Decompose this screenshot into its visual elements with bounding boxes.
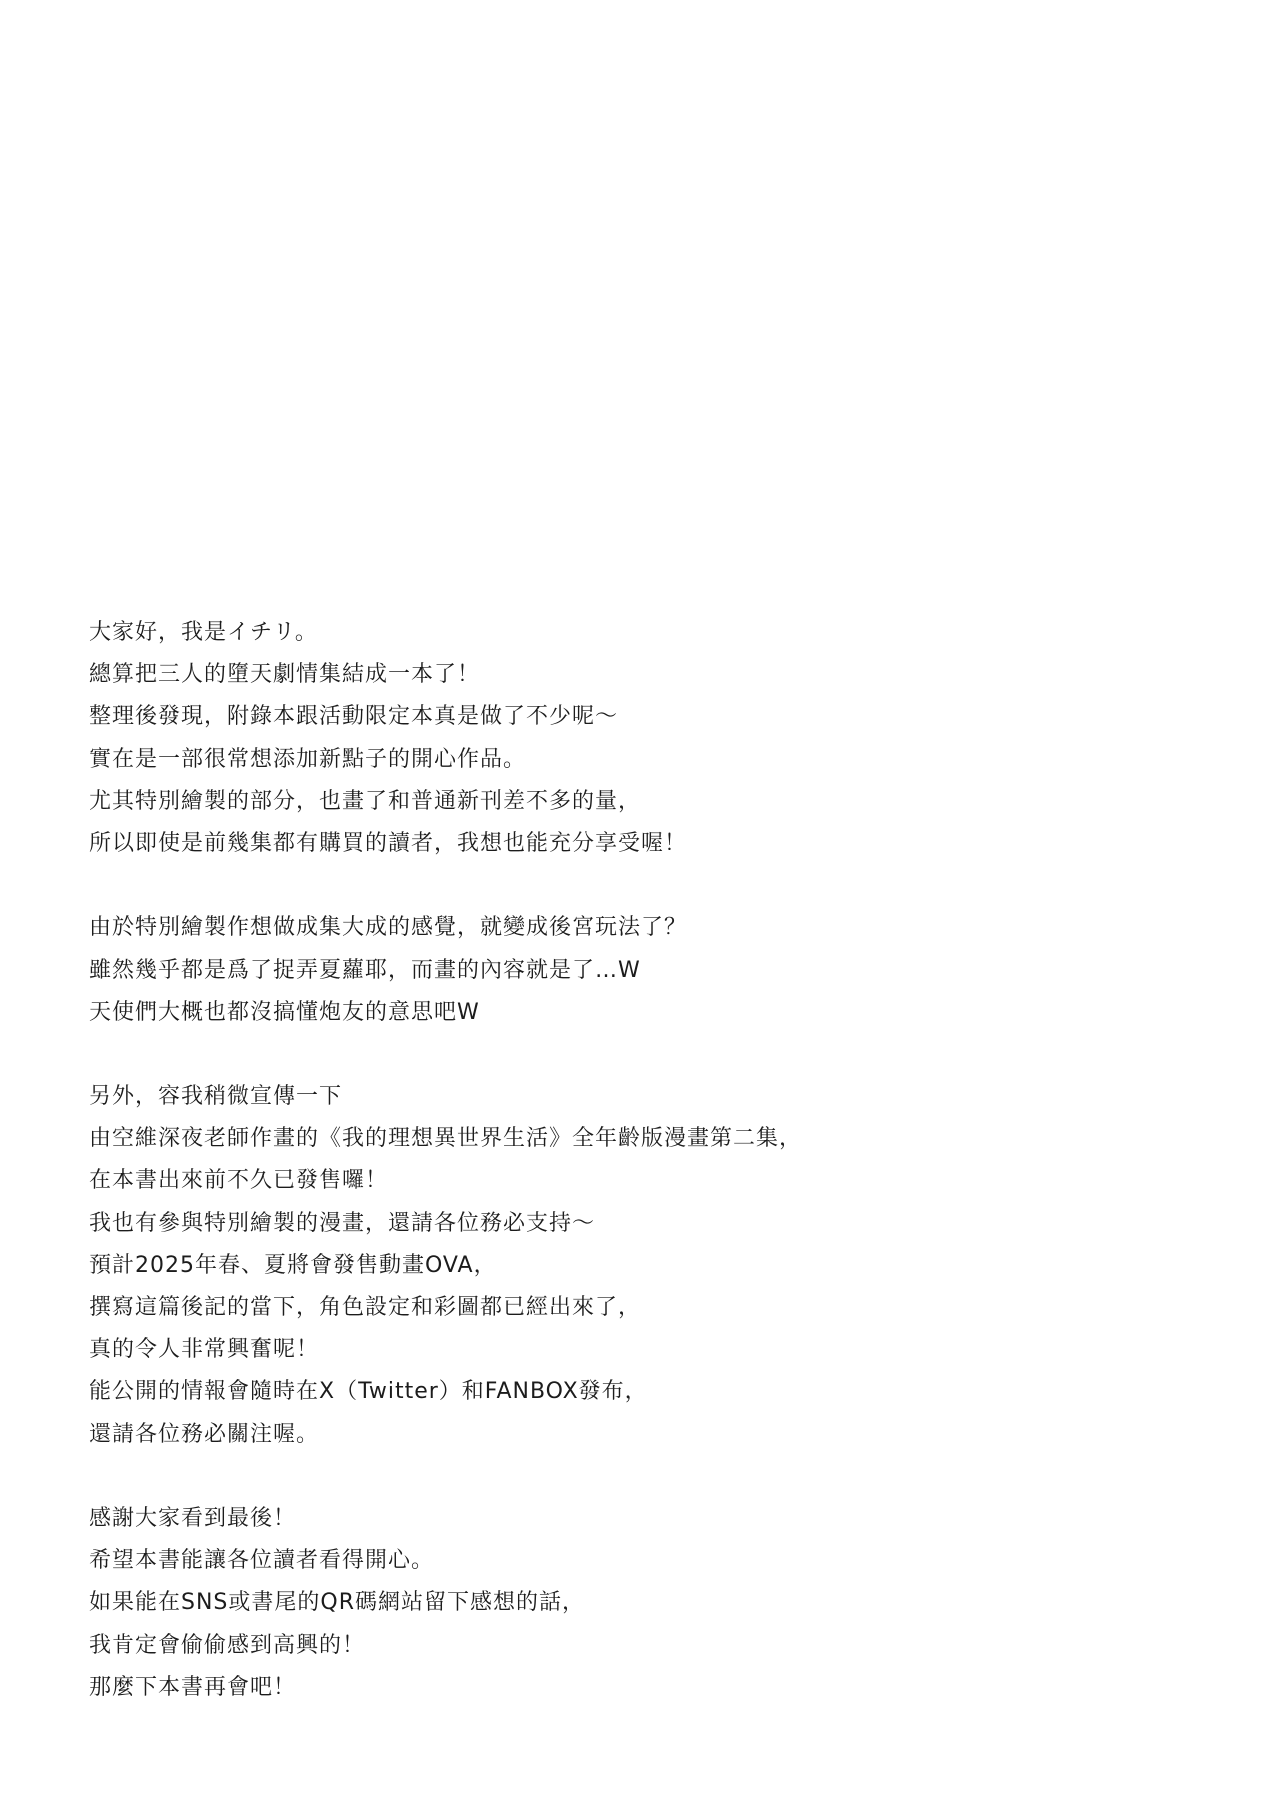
text-line: 雖然幾乎都是爲了捉弄夏蘿耶，而畫的內容就是了…W: [89, 957, 641, 983]
text-line: 如果能在SNS或書尾的QR碼網站留下感想的話，: [89, 1590, 585, 1616]
text-line: 整理後發現，附錄本跟活動限定本真是做了不少呢～: [89, 704, 619, 730]
text-line: 實在是一部很常想添加新點子的開心作品。: [89, 746, 527, 772]
text-line: 在本書出來前不久已發售囉！: [89, 1168, 389, 1194]
text-line: 還請各位務必關注喔。: [89, 1421, 320, 1447]
text-line: 希望本書能讓各位讀者看得開心。: [89, 1548, 435, 1574]
text-line: 預計2025年春、夏將會發售動畫OVA，: [89, 1252, 497, 1278]
text-line: 能公開的情報會隨時在X（Twitter）和FANBOX發布，: [89, 1379, 648, 1405]
text-line: 我肯定會偷偷感到高興的！: [89, 1632, 366, 1658]
paragraph-closing: [89, 1498, 1189, 1709]
text-line: 天使們大概也都沒搞懂炮友的意思吧W: [89, 999, 480, 1025]
text-line: 大家好，我是イチリ。: [89, 620, 318, 645]
text-line: 另外，容我稍微宣傳一下: [89, 1084, 343, 1110]
text-line: 那麼下本書再會吧！: [89, 1674, 297, 1700]
text-line: 撰寫這篇後記的當下，角色設定和彩圖都已經出來了，: [89, 1295, 642, 1320]
text-line: 尤其特別繪製的部分，也畫了和普通新刊差不多的量，: [89, 788, 642, 814]
paragraph-special-content: [89, 907, 1189, 1034]
text-line: 由於特別繪製作想做成集大成的感覺，就變成後宮玩法了？: [89, 915, 688, 941]
text-line: 總算把三人的墮天劇情集結成一本了！: [89, 662, 481, 688]
text-line: 所以即使是前幾集都有購買的讀者，我想也能充分享受喔！: [89, 830, 688, 856]
paragraph-greeting: [89, 612, 1189, 865]
text-line: 真的令人非常興奮呢！: [89, 1337, 320, 1363]
text-line: 感謝大家看到最後！: [89, 1505, 297, 1531]
afterword-text: [89, 612, 1189, 1709]
text-line: 我也有參與特別繪製的漫畫，還請各位務必支持～: [89, 1210, 596, 1236]
paragraph-promotion: [89, 1076, 1189, 1456]
text-line: 由空維深夜老師作畫的《我的理想異世界生活》全年齡版漫畫第二集，: [89, 1126, 803, 1152]
